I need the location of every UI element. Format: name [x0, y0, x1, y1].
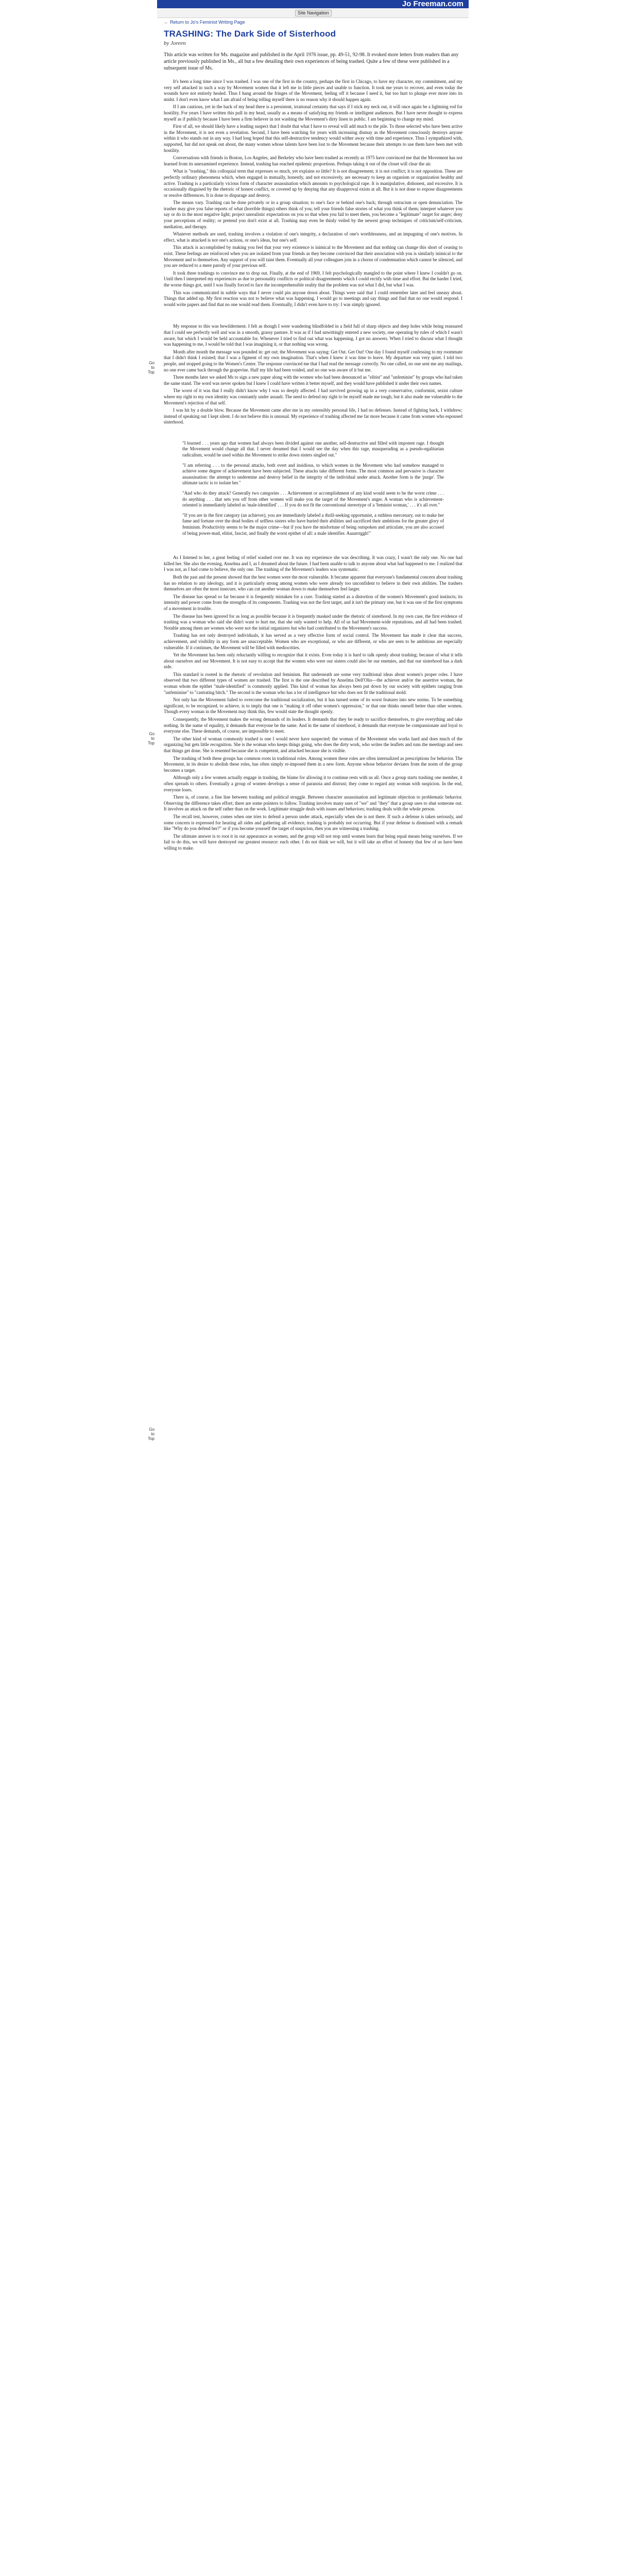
section-3: [164, 555, 462, 851]
back-arrow-icon: ←: [164, 20, 168, 25]
paragraph: Both the past and the present showed that the best women were the most vulnerable. It became apparent that everyone's fundamental concern about trashing has no relation to any ideology, and it is particularly strong among women who were already too unconfident to believe in their own abilities. The trashers themselves are often the most insecure, who can cut another woman down to make themselves feel larger.: [164, 574, 462, 592]
block-quote: "I am referring . . . to the personal attacks, both overt and insidious, to which women in the Movement who had somehow managed to achieve some degree of achievement have been subjected. These attacks take different forms. The most common and pervasive is character assassination: the attempt to undermine and destroy belief in the integrity of the individual under attack. Another form is the 'purge'. The ultimate tactic is to isolate her.": [182, 462, 444, 486]
paragraph: What is "trashing," this colloquial term that expresses so much, yet explains so little? It is not disagreement; it is not conflict; it is not opposition. These are perfectly ordinary phenomena which, when engaged in mutually, honestly, and not excessively, are necessary to keep an organism or organization healthy and active. Trashing is a particularly vicious form of character assassination which amounts to psychological rape. It is manipulative, dishonest, and excessive. It is occasionally disguised by the rhetoric of honest conflict, or covered up by denying that any disapproval exists at all. But it is not done to expose disagreements or resolve differences. It is done to disparage and destroy.: [164, 168, 462, 198]
section-divider: [164, 540, 462, 550]
paragraph: Consequently, the Movement makes the wrong demands of its leaders. It demands that they be ready to sacrifice themselves, to give everything and take nothing. In the name of equality, it demands that everyone be the same. And in the name of sisterhood, it demands that everyone be compassionate and loyal to everyone else. These demands, of course, are impossible to meet.: [164, 717, 462, 734]
article-intro: This article was written for Ms. magazine and published in the April 1976 issue, pp. 49-51, 92-98. It evoked more letters from readers than any article previously published in Ms., all but a few detailing their own experiences of being trashed. Quite a few of these were published in a subsequent issue of Ms.: [164, 52, 459, 71]
paragraph: Not only has the Movement failed to overcome the traditional socialization, but it has turned some of its worst features into new norms. To be something significant, to be recognized, to achieve, is to imply that one is "making it off other women's oppression," or that one thinks oneself better than other women. Though every woman in the Movement may think this, few would state the thought openly.: [164, 697, 462, 715]
go-to-top-link[interactable]: Go to Top: [148, 1427, 154, 1441]
section-divider: [164, 427, 462, 436]
paragraph: The worst of it was that I really didn't know why I was so deeply affected. I had survived growing up in a very conservative, conformist, sexist culture where my right to my own identity was constantly under assault. The need to defend my right to be myself made me tough, but it also made me vulnerable to the Movement's rejection of that self.: [164, 388, 462, 405]
paragraph: This was communicated in subtle ways that I never could pin anyone down about. Things were said that I could remember later and feel uneasy about. Things that added up. My first reaction was not to believe what was happening. I would go to meetings and say things and find that no one would respond. I would write papers and find that no one would read them. Eventually, I didn't even have to try: I was simply ignored.: [164, 290, 462, 307]
site-subbar: [157, 8, 469, 18]
site-header: [157, 0, 469, 8]
paragraph: This standard is rooted in the rhetoric of revolution and feminism. But underneath are some very traditional ideas about women's proper roles. I have observed that two different types of women are trashed. The first is the one described by Anselma Dell'Olio—the achiever and/or the assertive woman, the woman whom the epithet "male-identified" is commonly applied. This kind of woman has always been put down by our society with epithets ranging from "unfeminine" to "castrating bitch." The second is the woman who has a lot of intelligence but who does not fit the traditional mold.: [164, 671, 462, 695]
paragraph: As I listened to her, a great feeling of relief washed over me. It was my experience she was describing. It was crazy, I wasn't the only one. No one had killed her. She also the evening, Anselma and I, as I dreamed about the future. I had been unable to talk to anyone about what had happened to me. I realized that I was not, as I had come to believe, the only one. The trashing of the Movement's leaders was systematic.: [164, 555, 462, 572]
section-divider: [164, 309, 462, 318]
paragraph: The means vary. Trashing can be done privately or in a group situation; to one's face or behind one's back; through ostracism or open denunciation. The trasher may give you false reports of what (horrible things) others think of you; tell your friends false stories of what you think of them; interpret whatever you say or do in the most negative light; project unrealistic expectations on you so that when you fail to meet them, you become a "legitimate" target for anger; deny your perceptions of reality; or pretend you don't exist at all. Trashing may even be thinly veiled by the newest group techniques of criticism/self-criticism, mediation, and therapy.: [164, 200, 462, 229]
paragraph: If I am cautious, yet in the back of my head there is a persistent, irrational certainty that says if I stick my neck out, it will once again be a lightning rod for hostility. For years I have written this pull in my head, usually as a means of satisfying my friends or intelligent audiences. But I have never thought to express myself as if publicly because I have been a firm believer in not washing the Movement's dirty linen in public. I am beginning to change my mind.: [164, 104, 462, 122]
paragraph: It's been a long time since I was trashed. I was one of the first in the country, perhaps the first in Chicago, to have my character, my commitment, and my very self attacked in such a way by Movement women that it left me in little pieces and unable to function. It took me years to recover, and even today the wounds have not entirely healed. Thus I hang around the fringes of the Movement, feeling off it because I need it, but too hurt to plunge ever more into its midst. I don't even know what I am afraid of being telling myself there is no reason why it should happen again.: [164, 79, 462, 102]
back-link[interactable]: [164, 20, 245, 25]
block-quote: "I learned . . . years ago that women had always been divided against one another, self-destructive and filled with impotent rage. I thought the Movement would change all that. I never dreamed that I would see the day when this rage, masquerading as a pseudo-egalitarian radicalism, would be used within the Movement to strike down sisters singled out.": [182, 440, 444, 458]
paragraph: I was hit by a double blow. Because the Movement came after me in my ostensibly personal life, I had no defenses. Instead of fighting back, I withdrew; instead of speaking out I kept silent. I do not believe this is unusual. My experience of trashing affected me far more because it came from women who espoused sisterhood.: [164, 408, 462, 425]
site-name[interactable]: Jo Freeman.com: [402, 0, 464, 8]
paragraph: The disease has been ignored for as long as possible because it is frequently masked under the rhetoric of sisterhood. In my own case, the first evidence of trashing was a woman who said she didn't want to hurt me, that she only wanted to help. All of us had Movement-wide reputations, and all had been trashed. Notable among them are women who were not the initial organizers but who had contributed to the Movement's success.: [164, 613, 462, 631]
paragraph: Conversations with friends in Boston, Los Angeles, and Berkeley who have been trashed as recently as 1975 have convinced me that the Movement has not learned from its unexamined experience. Instead, trashing has reached epidemic proportions. Perhaps taking it out of the closet will clear the air.: [164, 155, 462, 166]
paragraph: Three months later we asked Ms to sign a new paper along with the women who had been denounced as "elitist" and "unfeminist" by groups who had taken the same stand. The word was never spoken but I knew I could have written it better myself, and they would have published it under their own names.: [164, 375, 462, 386]
paragraph: It took three trashings to convince me to drop out. Finally, at the end of 1969, I felt psychologically mangled to the point where I knew I couldn't go on. Until then I interpreted my experiences as due to personality conflicts or political disagreements which I could rectify with time and effort. But the harder I tried, the worse things got, until I was finally forced to face the incomprehensible reality that the problem was not what I did, but what I was.: [164, 270, 462, 287]
block-quote: "If you are in the first category (an achiever), you are immediately labeled a thrill-seeking opportunist, a ruthless mercenary, out to make her fame and fortune over the dead bodies of selfless sisters who have buried their abilities and sacrificed their ambitions for the greater glory of feminism. Productivity seems to be the major crime—but if you have the misfortune of being outspoken and articulate, you are also accused of being power-mad, elitist, fascist, and finally the worst epithet of all: a male identifier. Aaaarrrggh!": [182, 512, 444, 536]
paragraph: The recall test, however, comes when one tries to defend a person under attack, especially when she is not there. If such a defense is taken seriously, and some concern is expressed for hearing all sides and gathering all evidence, trashing is probably not occurring. But if your defense is dismissed with a remark like "Why do you defend her?" or if you become yourself the target of suspicion, then you are witnessing a trashing.: [164, 814, 462, 832]
article-title: TRASHING: The Dark Side of Sisterhood: [164, 29, 336, 39]
paragraph: First of all, we should likely have a leading suspect that I doubt that what I have to reveal will add much to the pile. To those selected who have been active in the Movement, it is not even a revelation. Second, I have been watching for years with increasing dismay as the Movement consciously destroys anyone within it who stands out in any way. I had long hoped that this self-destructive tendency would wither away with time and experience. Thus I sympathized with, supported, but did not speak out about, the many women whose talents have been lost to the Movement because their attempts to use them have been met with hostility.: [164, 124, 462, 153]
back-link-label[interactable]: Return to Jo's Feminist Writing Page: [170, 20, 245, 25]
article: [164, 29, 462, 853]
section-2: [164, 324, 462, 426]
go-to-top-link[interactable]: Go to Top: [148, 361, 154, 375]
paragraph: The other kind of woman commonly trashed is one I would never have suspected: the woman of the Movement who works hard and does much of the organizing but gets little recognition. She is the woman who keeps things going, who does the dirty work, who writes the leaflets and runs the meetings and sees that things get done. She is resented because she is competent, and attacked because she is visible.: [164, 736, 462, 753]
paragraph: Trashing has not only destroyed individuals, it has served as a very effective form of social control. The Movement has made it clear that success, achievement, and visibility in any form are unacceptable. Women who are exceptional, or who are different, or who are seen to be ambitious are especially vulnerable. If it continues, the Movement will be filled with mediocrities.: [164, 633, 462, 650]
paragraph: The ultimate answer is to root it in our appearance as women, and the group will not stop until women learn that being equal means being ourselves. If we fail to do this, we will have destroyed our greatest resource: each other. I do not think we will, but it will take an effort of honesty that few of us have been willing to make.: [164, 833, 462, 851]
block-quote: "And who do they attack? Generally two categories . . . Achievement or accomplishment of any kind would seem to be the worst crime . . . do anything . . . that sets you off from other women will make you the target of the Movement's anger. A woman who is achievement-oriented is immediately labeled as 'male-identified' . . . If you do not fit the conventional stereotype of a 'feminist woman,' . . . it's all over.": [182, 490, 444, 508]
paragraph: Although only a few women actually engage in trashing, the blame for allowing it to continue rests with us all. Once a group starts trashing one member, it often spreads to others. Eventually a group of women develops a sense of paranoia and distrust; they come to regard any woman with suspicion. In the end, everyone loses.: [164, 775, 462, 792]
paragraph: Whatever methods are used, trashing involves a violation of one's integrity, a declaration of one's worthlessness, and an impugning of one's motives. In effect, what is attacked is not one's actions, or one's ideas, but one's self.: [164, 231, 462, 243]
paragraph: Month after month the message was pounded in: get out; the Movement was saying: Get Out. Get Out! One day I found myself confessing to my roommate that I didn't think I existed; that I was a figment of my own imagination. That's when I knew it was time to leave. My departure was very quiet. I told two people, and stopped going to the Women's Center. The response convinced me that I had read the message correctly. No one called, no one sent me any mailings, no one ever came back through the grapevine. Half my life had been voided, and no one was aware of it but me.: [164, 349, 462, 372]
paragraph: Yet the Movement has been only reluctantly willing to recognize that it exists. Even today it is hard to talk openly about trashing; because of what it tells about ourselves and our Movement. It is not easy to accept that the women who were our sisters could also be our enemies, and that our sisterhood has a dark side.: [164, 652, 462, 670]
go-to-top-link[interactable]: Go to Top: [148, 732, 154, 745]
article-byline: by Joreen: [164, 40, 186, 46]
site-navigation-button[interactable]: Site Navigation: [295, 10, 332, 16]
paragraph: There is, of course, a fine line between trashing and political struggle. Between character assassination and legitimate objection to problematic behavior. Observing the difference takes effort; there are some pointers to follow. Trashing involves many uses of "we" and "they" that a group uses to shut someone out. It involves an attack on the self rather than on the work. Legitimate struggle deals with issues and behaviors; trashing deals with the whole person.: [164, 794, 462, 812]
paragraph: The disease has spread so far because it is frequently mistaken for a cure. Trashing started as a distortion of the women's Movement's good instincts; its intensity and power come from the strengths of its components. Trashing was not the first target, and it isn't the primary one, but it was one of the first symptoms of a movement in trouble.: [164, 594, 462, 611]
paragraph: This attack is accomplished by making you feel that your very existence is inimical to the Movement and that nothing can change this short of ceasing to exist. These feelings are reinforced when you are isolated from your friends as they become convinced that their association with you is similarly inimical to the Movement and to themselves. Any support of you will taint them. Eventually all your colleagues join in a chorus of condemnation which cannot be silenced, and you are reduced to a mere parody of your previous self.: [164, 245, 462, 268]
section-1: [164, 79, 462, 308]
paragraph: My response to this was bewilderment. I felt as though I were wandering blindfolded in a field full of sharp objects and deep holes while being reassured that I could see perfectly well and was in a smooth, grassy pasture. It was as if I had unwittingly entered a new society, one operating by rules of which I wasn't aware, but which I would be held accountable for. Whenever I tried to find out what was happening, I got no answers. When I tried to discuss what I thought was happening to me, I would be told that I was imagining it, or that nothing was wrong.: [164, 324, 462, 347]
paragraph: The trashing of both these groups has common roots in traditional roles. Among women these roles are often internalized as prescriptions for behavior. The Movement, in its desire to abolish these roles, has often simply re-imposed them in a new form. Anyone whose behavior deviates from the norm of the group becomes a target.: [164, 755, 462, 773]
